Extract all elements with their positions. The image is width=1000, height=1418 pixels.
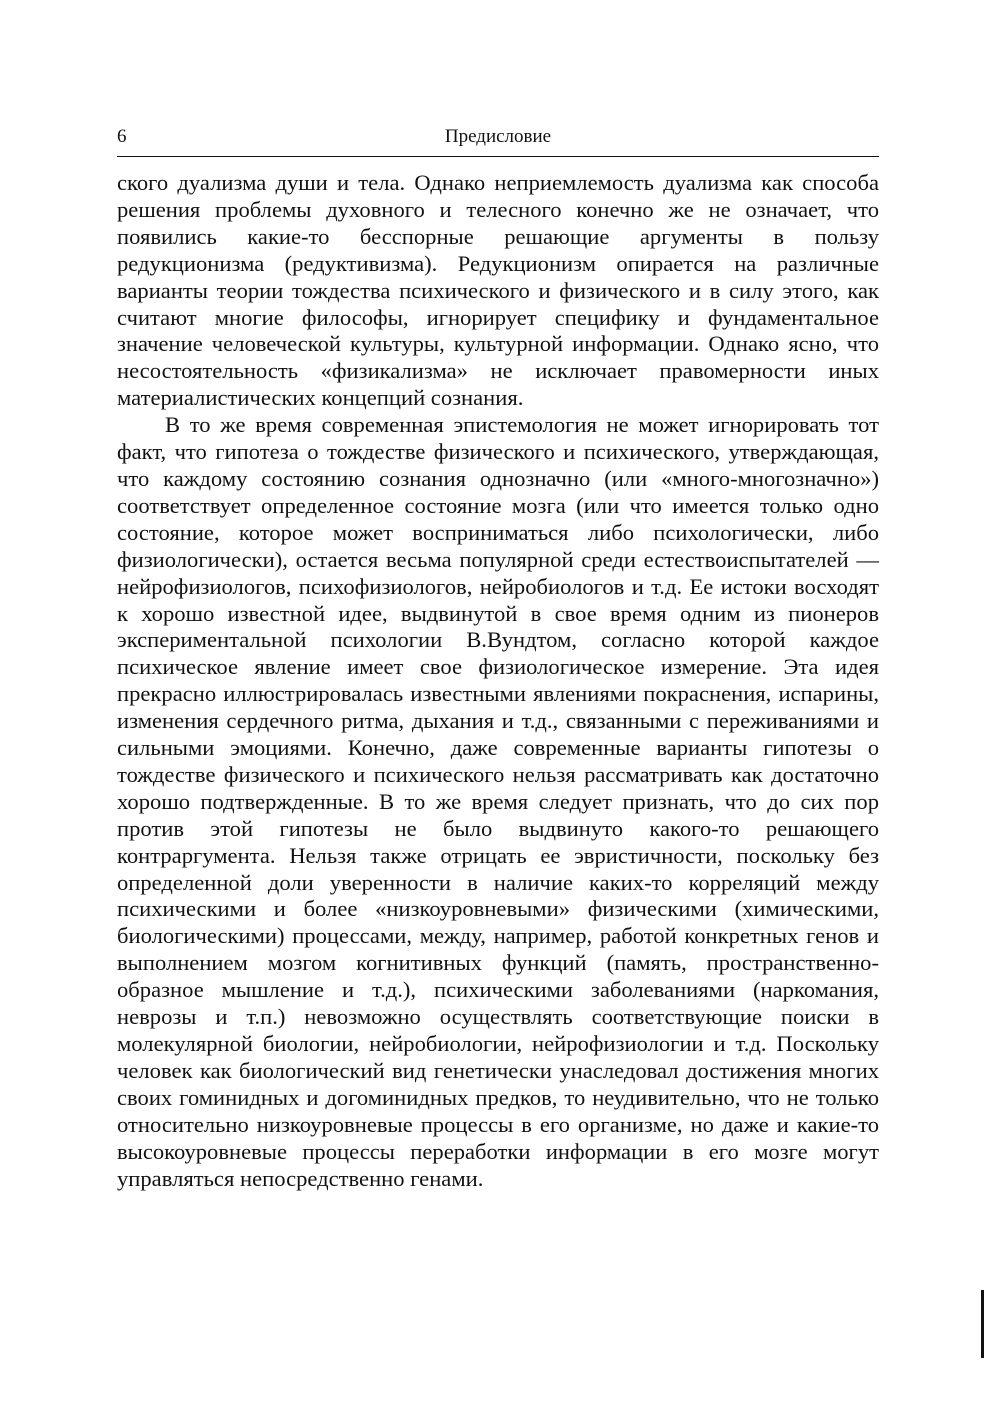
body-text [117,170,879,1192]
page-number: 6 [117,126,127,147]
page-header [117,126,879,154]
page-edge-mark [981,1290,984,1358]
running-title: Предисловие [444,126,552,147]
paragraph: В то же время современная эпистемология не может игнорировать тот факт, что гипотеза о тождестве физического и психического, утверждающая, что каждому состоянию сознания однозначно (или «много-многозначно») соответствует определенное состояние мозга (или что имеется только одно состояние, которое может восприниматься либо психологически, либо физиологически), остается весьма популярной среди естествоиспытателей — нейрофизиологов, психофизиологов, нейробиологов и т.д. Ее истоки восходят к хорошо известной идее, выдвинутой в свое время одним из пионеров экспериментальной психологии В.Вундтом, согласно которой каждое психическое явление имеет свое физиологическое измерение. Эта идея прекрасно иллюстрировалась известными явлениями покраснения, испарины, изменения сердечного ритма, дыхания и т.д., связанными с переживаниями и сильными эмоциями. Конечно, даже современные варианты гипотезы о тождестве физического и психического нельзя рассматривать как достаточно хорошо подтвержденные. В то же время следует признать, что до сих пор против этой гипотезы не было выдвинуто какого-то решающего контраргумента. Нельзя также отрицать ее эвристичности, поскольку без определенной доли уверенности в наличие каких-то корреляций между психическими и более «низкоуровневыми» физическими (химическими, биологическими) процессами, между, например, работой конкретных генов и выполнением мозгом когнитивных функций (память, пространственно-образное мышление и т.д.), психическими заболеваниями (наркомания, неврозы и т.п.) невозможно осуществлять соответствующие поиски в молекулярной биологии, нейробиологии, нейрофизиологии и т.д. Поскольку человек как биологический вид генетически унаследовал достижения многих своих гоминидных и догоминидных предков, то неудивительно, что не только относительно низкоуровневые процессы в его организме, но даже и какие-то высокоуровневые процессы переработки информации в его мозге могут управляться непосредственно генами. [117,412,879,1191]
paragraph: ского дуализма души и тела. Однако неприемлемость дуализма как способа решения проблемы духовного и телесного конечно же не означает, что появились какие-то бесспорные решающие аргументы в пользу редукционизма (редуктивизма). Редукционизм опирается на различные варианты теории тождества психического и физического и в силу этого, как считают многие философы, игнорирует специфику и фундаментальное значение человеческой культуры, культурной информации. Однако ясно, что несостоятельность «физикализма» не исключает правомерности иных материалистических концепций сознания. [117,170,879,411]
header-divider [117,156,879,157]
